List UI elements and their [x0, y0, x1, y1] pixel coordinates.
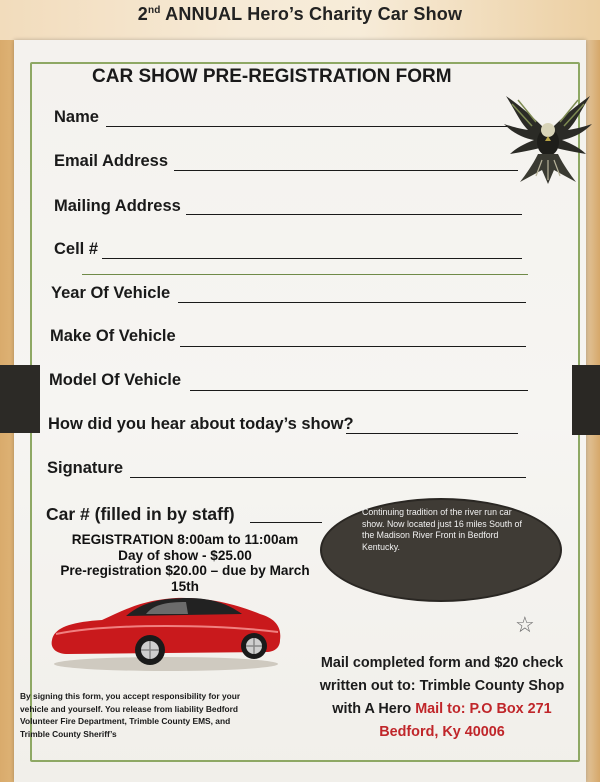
show-title-ordinal-suffix: nd: [148, 5, 161, 16]
divider-line: [82, 274, 528, 275]
mail-instructions: [318, 652, 566, 744]
email-field[interactable]: [174, 170, 518, 171]
show-title-text: ANNUAL Hero’s Charity Car Show: [160, 4, 463, 24]
oval-description: Continuing tradition of the river run car show. Now located just 16 miles South of the Madison River Front in Bedford Kentucky.: [362, 507, 522, 552]
year-field[interactable]: [178, 302, 526, 303]
left-binder-clip: [0, 365, 40, 433]
liability-statement: By signing this form, you accept responsibility for your vehicle and yourself. You release from liability Bedford Volunteer Fire Department, Trimble County EMS, and Trimble County Sheriff’s: [20, 691, 241, 739]
cell-label: Cell #: [54, 240, 99, 258]
model-label: Model Of Vehicle: [49, 371, 182, 389]
mail-line-1: Mail completed form and $20 check: [320, 655, 564, 671]
show-title-ordinal-number: 2: [137, 4, 148, 24]
mailing-address-label: Mailing Address: [54, 197, 181, 215]
referral-field[interactable]: [346, 433, 518, 434]
right-binder-clip: [572, 365, 600, 435]
car-number-field[interactable]: [250, 522, 322, 523]
preregistration-price: Pre-registration $20.00 – due by March 15th: [60, 563, 310, 594]
mail-line-2: written out to: Trimble County Shop: [319, 678, 565, 694]
make-label: Make Of Vehicle: [50, 327, 176, 345]
star-outline-icon: ☆: [515, 612, 535, 637]
mail-line-3: [318, 698, 566, 721]
mail-address-box: Mail to: P.O Box 271: [415, 701, 552, 717]
year-label: Year Of Vehicle: [51, 284, 171, 302]
model-field[interactable]: [190, 390, 528, 391]
signature-label: Signature: [47, 459, 124, 477]
name-label: Name: [54, 108, 99, 126]
show-title: [0, 4, 600, 25]
mail-line-3-payee: with A Hero: [332, 701, 416, 717]
form-title: CAR SHOW PRE-REGISTRATION FORM: [92, 66, 452, 87]
email-label: Email Address: [54, 152, 169, 170]
signature-field[interactable]: [130, 477, 526, 478]
registration-hours: REGISTRATION 8:00am to 11:00am: [71, 532, 299, 547]
registration-info: [60, 532, 310, 594]
day-of-show-price: Day of show - $25.00: [118, 547, 252, 563]
mail-address-city: Bedford, Ky 40006: [379, 724, 505, 740]
make-field[interactable]: [180, 346, 526, 347]
cell-field[interactable]: [102, 258, 522, 259]
referral-label: How did you hear about today’s show?: [48, 415, 354, 433]
car-number-label: Car # (filled in by staff): [46, 504, 235, 524]
red-sports-car-image: [46, 588, 286, 672]
eagle-emblem-icon: [502, 92, 594, 188]
mailing-address-field[interactable]: [186, 214, 522, 215]
name-field[interactable]: [106, 126, 510, 127]
